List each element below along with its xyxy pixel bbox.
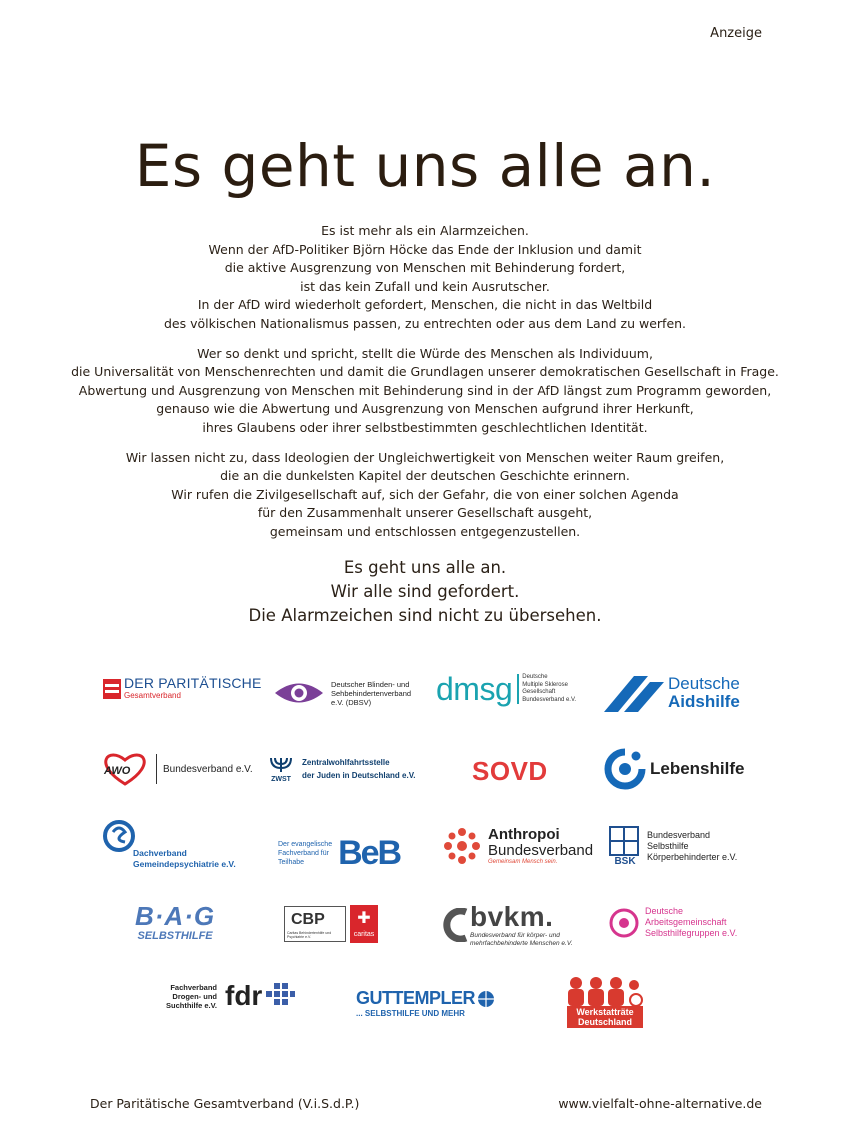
bsk-icon	[609, 826, 641, 867]
beb-line: Der evangelische	[278, 841, 333, 848]
text-line: gemeinsam und entschlossen entgegenzustellen.	[269, 523, 581, 539]
dvgp-line: Gemeindepsychiatrie e.V.	[133, 859, 236, 869]
ad-label: Anzeige	[710, 26, 762, 41]
lebenshilfe-name: Lebenshilfe	[650, 759, 745, 778]
dag-line: Selbsthilfegruppen e.V.	[645, 928, 738, 938]
guttempler-name: GUTTEMPLER	[356, 988, 475, 1008]
divider	[156, 754, 157, 784]
text-line: Wer so denkt und spricht, stellt die Würde des Menschen als Individuum,	[197, 345, 653, 361]
logo-sovd	[472, 756, 548, 787]
logo-fdr	[166, 980, 296, 1012]
lebenshilfe-icon	[604, 748, 646, 790]
text-line: Es ist mehr als ein Alarmzeichen.	[321, 223, 529, 238]
awo-name: AWO	[104, 765, 131, 777]
footer-website-link[interactable]: www.vielfalt-ohne-alternative.de	[558, 1096, 762, 1111]
bvkm-line: mehrfachbehinderte Menschen e.V.	[470, 940, 573, 947]
logo-dvgp	[103, 820, 236, 870]
fdr-line: Fachverband	[170, 982, 217, 992]
text-line: Wir rufen die Zivilgesellschaft auf, sich der Gefahr, die von einer solchen Agenda	[171, 486, 679, 502]
logo-dmsg	[436, 672, 576, 706]
paragraph-1	[0, 222, 850, 334]
dmsg-line: Gesellschaft	[522, 689, 556, 695]
sovd-name: SOVD	[472, 756, 548, 786]
closing-line: Die Alarmzeichen sind nicht zu übersehen.	[248, 606, 602, 625]
text-line: für den Zusammenhalt unserer Gesellschaft ausgeht,	[257, 505, 593, 521]
beb-line: Fachverband für	[278, 850, 329, 857]
footer-publisher: Der Paritätische Gesamtverband (V.i.S.d.P.)	[90, 1096, 360, 1111]
awo-heart-icon	[100, 752, 150, 786]
aidshilfe-line: Deutsche	[668, 674, 740, 693]
dmsg-name: dmsg	[436, 671, 513, 707]
anthropoi-flower-icon	[442, 826, 482, 866]
logo-awo	[100, 752, 253, 786]
logo-cbp	[284, 905, 378, 943]
logo-bag	[135, 902, 215, 942]
cbp-name: CBP	[291, 911, 325, 928]
cbp-box	[284, 906, 346, 942]
logo-guttempler	[356, 988, 495, 1018]
logo-zwst	[268, 754, 416, 784]
dbsv-line: e.V. (DBSV)	[331, 697, 372, 707]
paragraph-2	[0, 345, 850, 438]
text-line: In der AfD wird wiederholt gefordert, Menschen, die nicht in das Weltbild	[197, 297, 653, 313]
paritaetische-sub: Gesamtverband	[124, 691, 181, 700]
awo-sub: Bundesverband e.V.	[163, 763, 253, 775]
zwst-line: der Juden in Deutschland e.V.	[302, 771, 416, 780]
logo-dbsv	[273, 676, 411, 710]
text-line: genauso wie die Abwertung und Ausgrenzung von Menschen aufgrund ihrer Herkunft,	[156, 401, 694, 417]
closing-line: Wir alle sind gefordert.	[330, 582, 520, 601]
dvgp-icon	[103, 820, 135, 852]
headline: Es geht uns alle an.	[134, 132, 716, 200]
paragraph-3	[0, 449, 850, 542]
logo-werkstatt	[564, 976, 646, 1028]
dbsv-eye-icon	[273, 676, 325, 710]
text-line: die aktive Ausgrenzung von Menschen mit Behinderung fordert,	[224, 260, 626, 276]
werkstatt-line: Deutschland	[577, 1017, 632, 1027]
dmsg-line: Multiple Sklerose	[522, 681, 568, 688]
logo-anthropoi	[442, 826, 593, 866]
anthropoi-line: Bundesverband	[488, 842, 594, 859]
caritas-icon: ✚ caritas	[350, 905, 378, 943]
fdr-line: Suchthilfe e.V.	[166, 1000, 217, 1010]
zwst-name: ZWST	[271, 776, 291, 783]
fdr-name: fdr	[225, 980, 263, 1011]
logo-bsk	[609, 826, 737, 867]
dvgp-line: Dachverband	[133, 848, 187, 858]
zwst-menorah-icon	[268, 754, 294, 784]
beb-name: BeB	[338, 834, 401, 872]
dbsv-line: Sehbehindertenverband	[331, 688, 412, 698]
body-text	[0, 222, 850, 553]
aidshilfe-icon	[604, 674, 666, 712]
logo-bvkm	[438, 902, 573, 948]
dag-line: Deutsche	[645, 906, 684, 916]
aidshilfe-line: Aidshilfe	[668, 692, 740, 711]
cbp-sub: Caritas Behindertenhilfe und Psychiatrie e.V.	[287, 931, 332, 939]
paritaetische-name: DER PARITÄTISCHE	[124, 675, 262, 691]
dmsg-line: Bundesverband e.V.	[522, 696, 577, 703]
fdr-line: Drogen- und	[172, 991, 217, 1001]
fdr-dots-icon	[262, 981, 296, 1011]
logo-dag	[609, 906, 737, 939]
closing-line: Es geht uns alle an.	[343, 558, 507, 577]
bsk-line: Selbsthilfe	[647, 841, 689, 851]
text-line: Wenn der AfD-Politiker Björn Höcke das Ende der Inklusion und damit	[208, 241, 642, 257]
logo-aidshilfe	[604, 674, 740, 712]
werkstatt-people-icon	[564, 976, 646, 1006]
bsk-line: Bundesverband	[647, 830, 711, 840]
paritaetische-icon	[103, 679, 121, 699]
bsk-line: Körperbehinderter e.V.	[647, 852, 738, 862]
bag-line: B·A·G	[135, 901, 216, 931]
logo-beb	[278, 834, 400, 873]
text-line: Wir lassen nicht zu, dass Ideologien der Ungleichwertigkeit von Menschen weiter Raum greifen,	[125, 449, 725, 465]
dbsv-line: Deutscher Blinden- und	[331, 679, 410, 689]
text-line: ihres Glaubens oder ihrer selbstbestimmten geschlechtlichen Identität.	[202, 419, 648, 435]
bvkm-name: bvkm.	[470, 901, 554, 932]
caritas-name: caritas	[353, 931, 375, 938]
werkstatt-line: Werkstatträte	[576, 1007, 634, 1017]
guttempler-globe-icon	[477, 990, 495, 1008]
anthropoi-line: Anthropoi	[488, 826, 560, 843]
anthropoi-tagline: Gemeinsam Mensch sein.	[488, 859, 558, 865]
bag-line: SELBSTHILFE	[137, 930, 213, 942]
logo-lebenshilfe	[604, 748, 744, 790]
bvkm-line: Bundesverband für körper- und	[470, 932, 560, 939]
text-line: die Universalität von Menschenrechten und damit die Grundlagen unserer demokratischen Gesellschaft in Frage.	[71, 364, 779, 380]
guttempler-sub: ... SELBSTHILFE UND MEHR	[356, 1009, 465, 1018]
text-line: die an die dunkelsten Kapitel der deutschen Geschichte erinnern.	[220, 468, 630, 484]
logo-paritaetische	[103, 676, 262, 701]
beb-line: Teilhabe	[278, 859, 305, 866]
closing-statement	[0, 556, 850, 628]
dag-icon	[609, 908, 639, 938]
zwst-line: Zentralwohlfahrtsstelle	[302, 758, 390, 767]
text-line: ist das kein Zufall und kein Ausrutscher.	[300, 278, 550, 294]
dmsg-line: Deutsche	[522, 674, 548, 680]
bvkm-icon	[438, 908, 468, 942]
dag-line: Arbeitsgemeinschaft	[645, 917, 727, 927]
text-line: des völkischen Nationalismus passen, zu entrechten oder aus dem Land zu werfen.	[163, 315, 687, 331]
text-line: Abwertung und Ausgrenzung von Menschen mit Behinderung sind in der AfD längst zum Programm geworden,	[78, 382, 772, 398]
bsk-name: BSK	[614, 856, 636, 867]
